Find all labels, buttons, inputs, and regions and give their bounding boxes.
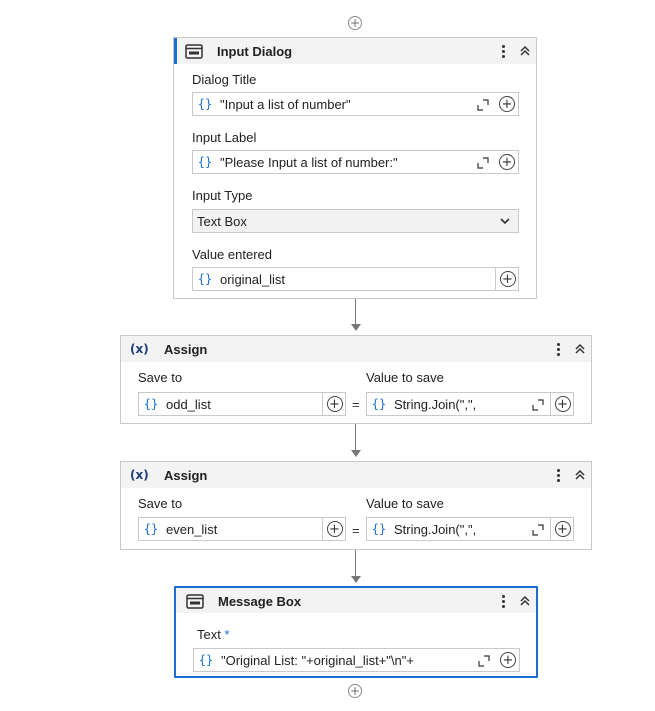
add-variable-cell[interactable] [322, 393, 346, 415]
save-to-value: even_list [166, 521, 218, 537]
add-icon[interactable]: + [555, 396, 571, 412]
expand-editor-icon[interactable] [478, 655, 490, 667]
expand-editor-icon[interactable] [477, 157, 489, 169]
add-variable-cell[interactable] [495, 268, 519, 290]
add-icon[interactable]: + [499, 96, 515, 112]
save-to-label: Save to [138, 370, 183, 385]
expand-editor-icon[interactable] [477, 99, 489, 111]
text-label [197, 627, 230, 642]
input-label-label: Input Label [192, 130, 257, 145]
input-label-field[interactable] [192, 150, 519, 174]
add-variable-cell[interactable] [550, 518, 574, 540]
value-entered-value: original_list [220, 271, 286, 287]
dialog-title-value: "Input a list of number" [220, 96, 351, 112]
assign-title: Assign [164, 468, 208, 483]
add-icon[interactable]: + [500, 271, 516, 287]
assign-variable-icon: (x) [130, 342, 149, 356]
value-entered-label: Value entered [192, 247, 272, 262]
assign-card-2[interactable] [120, 461, 592, 550]
value-to-save-field[interactable] [366, 392, 574, 416]
value-to-save-field[interactable] [366, 517, 574, 541]
dialog-window-icon [185, 43, 203, 59]
value-to-save-label: Value to save [366, 370, 444, 385]
expression-icon: {} [143, 522, 159, 536]
add-variable-cell[interactable] [322, 518, 346, 540]
assign-variable-icon: (x) [130, 468, 149, 482]
expand-editor-icon[interactable] [532, 524, 544, 536]
more-options-icon[interactable] [496, 41, 510, 61]
add-variable-cell[interactable] [550, 393, 574, 415]
more-options-icon[interactable] [551, 465, 565, 485]
message-box-card[interactable] [174, 586, 538, 678]
message-window-icon [186, 593, 204, 609]
chevron-down-icon [500, 216, 510, 226]
input-type-select[interactable] [192, 209, 519, 233]
add-icon[interactable]: + [499, 154, 515, 170]
collapse-icon[interactable] [573, 468, 587, 482]
save-to-label: Save to [138, 496, 183, 511]
assign-card-1[interactable] [120, 335, 592, 424]
message-text-value: "Original List: "+original_list+"\n"+ [221, 652, 414, 668]
expression-icon: {} [143, 397, 159, 411]
message-box-header[interactable] [176, 588, 536, 613]
expression-icon: {} [197, 97, 213, 111]
dialog-title-field[interactable] [192, 92, 519, 116]
value-to-save-value: String.Join(",", [394, 396, 477, 412]
value-to-save-value: String.Join(",", [394, 521, 477, 537]
add-variable-cell[interactable] [496, 649, 520, 671]
add-variable-cell[interactable] [495, 93, 519, 115]
flow-arrow-icon [351, 450, 361, 457]
required-marker: * [224, 627, 230, 642]
more-options-icon[interactable] [496, 591, 510, 611]
input-dialog-header[interactable] [174, 38, 536, 64]
dialog-title-label: Dialog Title [192, 72, 257, 87]
add-activity-bottom-icon[interactable]: + [349, 684, 361, 698]
expression-icon: {} [371, 397, 387, 411]
expression-icon: {} [197, 155, 213, 169]
assign-header[interactable] [121, 336, 591, 362]
expand-editor-icon[interactable] [532, 399, 544, 411]
assign-title: Assign [164, 342, 208, 357]
header-accent [174, 38, 177, 64]
message-box-title: Message Box [218, 594, 302, 609]
add-icon[interactable]: + [327, 521, 343, 537]
expression-icon: {} [198, 653, 214, 667]
flow-connector [355, 299, 356, 325]
add-icon[interactable]: + [500, 652, 516, 668]
flow-arrow-icon [351, 576, 361, 583]
input-dialog-title: Input Dialog [217, 44, 293, 59]
save-to-field[interactable] [138, 392, 346, 416]
add-icon[interactable]: + [555, 521, 571, 537]
add-variable-cell[interactable] [495, 151, 519, 173]
save-to-field[interactable] [138, 517, 346, 541]
text-label-text: Text [197, 627, 221, 642]
equals-sign: = [352, 523, 360, 538]
collapse-icon[interactable] [518, 44, 532, 58]
input-label-value: "Please Input a list of number:" [220, 154, 398, 170]
value-to-save-label: Value to save [366, 496, 444, 511]
flow-arrow-icon [351, 324, 361, 331]
input-type-value: Text Box [197, 213, 247, 229]
assign-header[interactable] [121, 462, 591, 488]
input-dialog-card[interactable] [173, 37, 537, 299]
flow-connector [355, 550, 356, 577]
expression-icon: {} [197, 272, 213, 286]
message-text-field[interactable] [193, 648, 520, 672]
input-type-label: Input Type [192, 188, 253, 203]
add-icon[interactable]: + [327, 396, 343, 412]
flow-connector [355, 424, 356, 451]
equals-sign: = [352, 397, 360, 412]
value-entered-field[interactable] [192, 267, 519, 291]
add-activity-top-icon[interactable]: + [349, 16, 361, 30]
collapse-icon[interactable] [573, 342, 587, 356]
expression-icon: {} [371, 522, 387, 536]
more-options-icon[interactable] [551, 339, 565, 359]
collapse-icon[interactable] [518, 594, 532, 608]
save-to-value: odd_list [166, 396, 211, 412]
